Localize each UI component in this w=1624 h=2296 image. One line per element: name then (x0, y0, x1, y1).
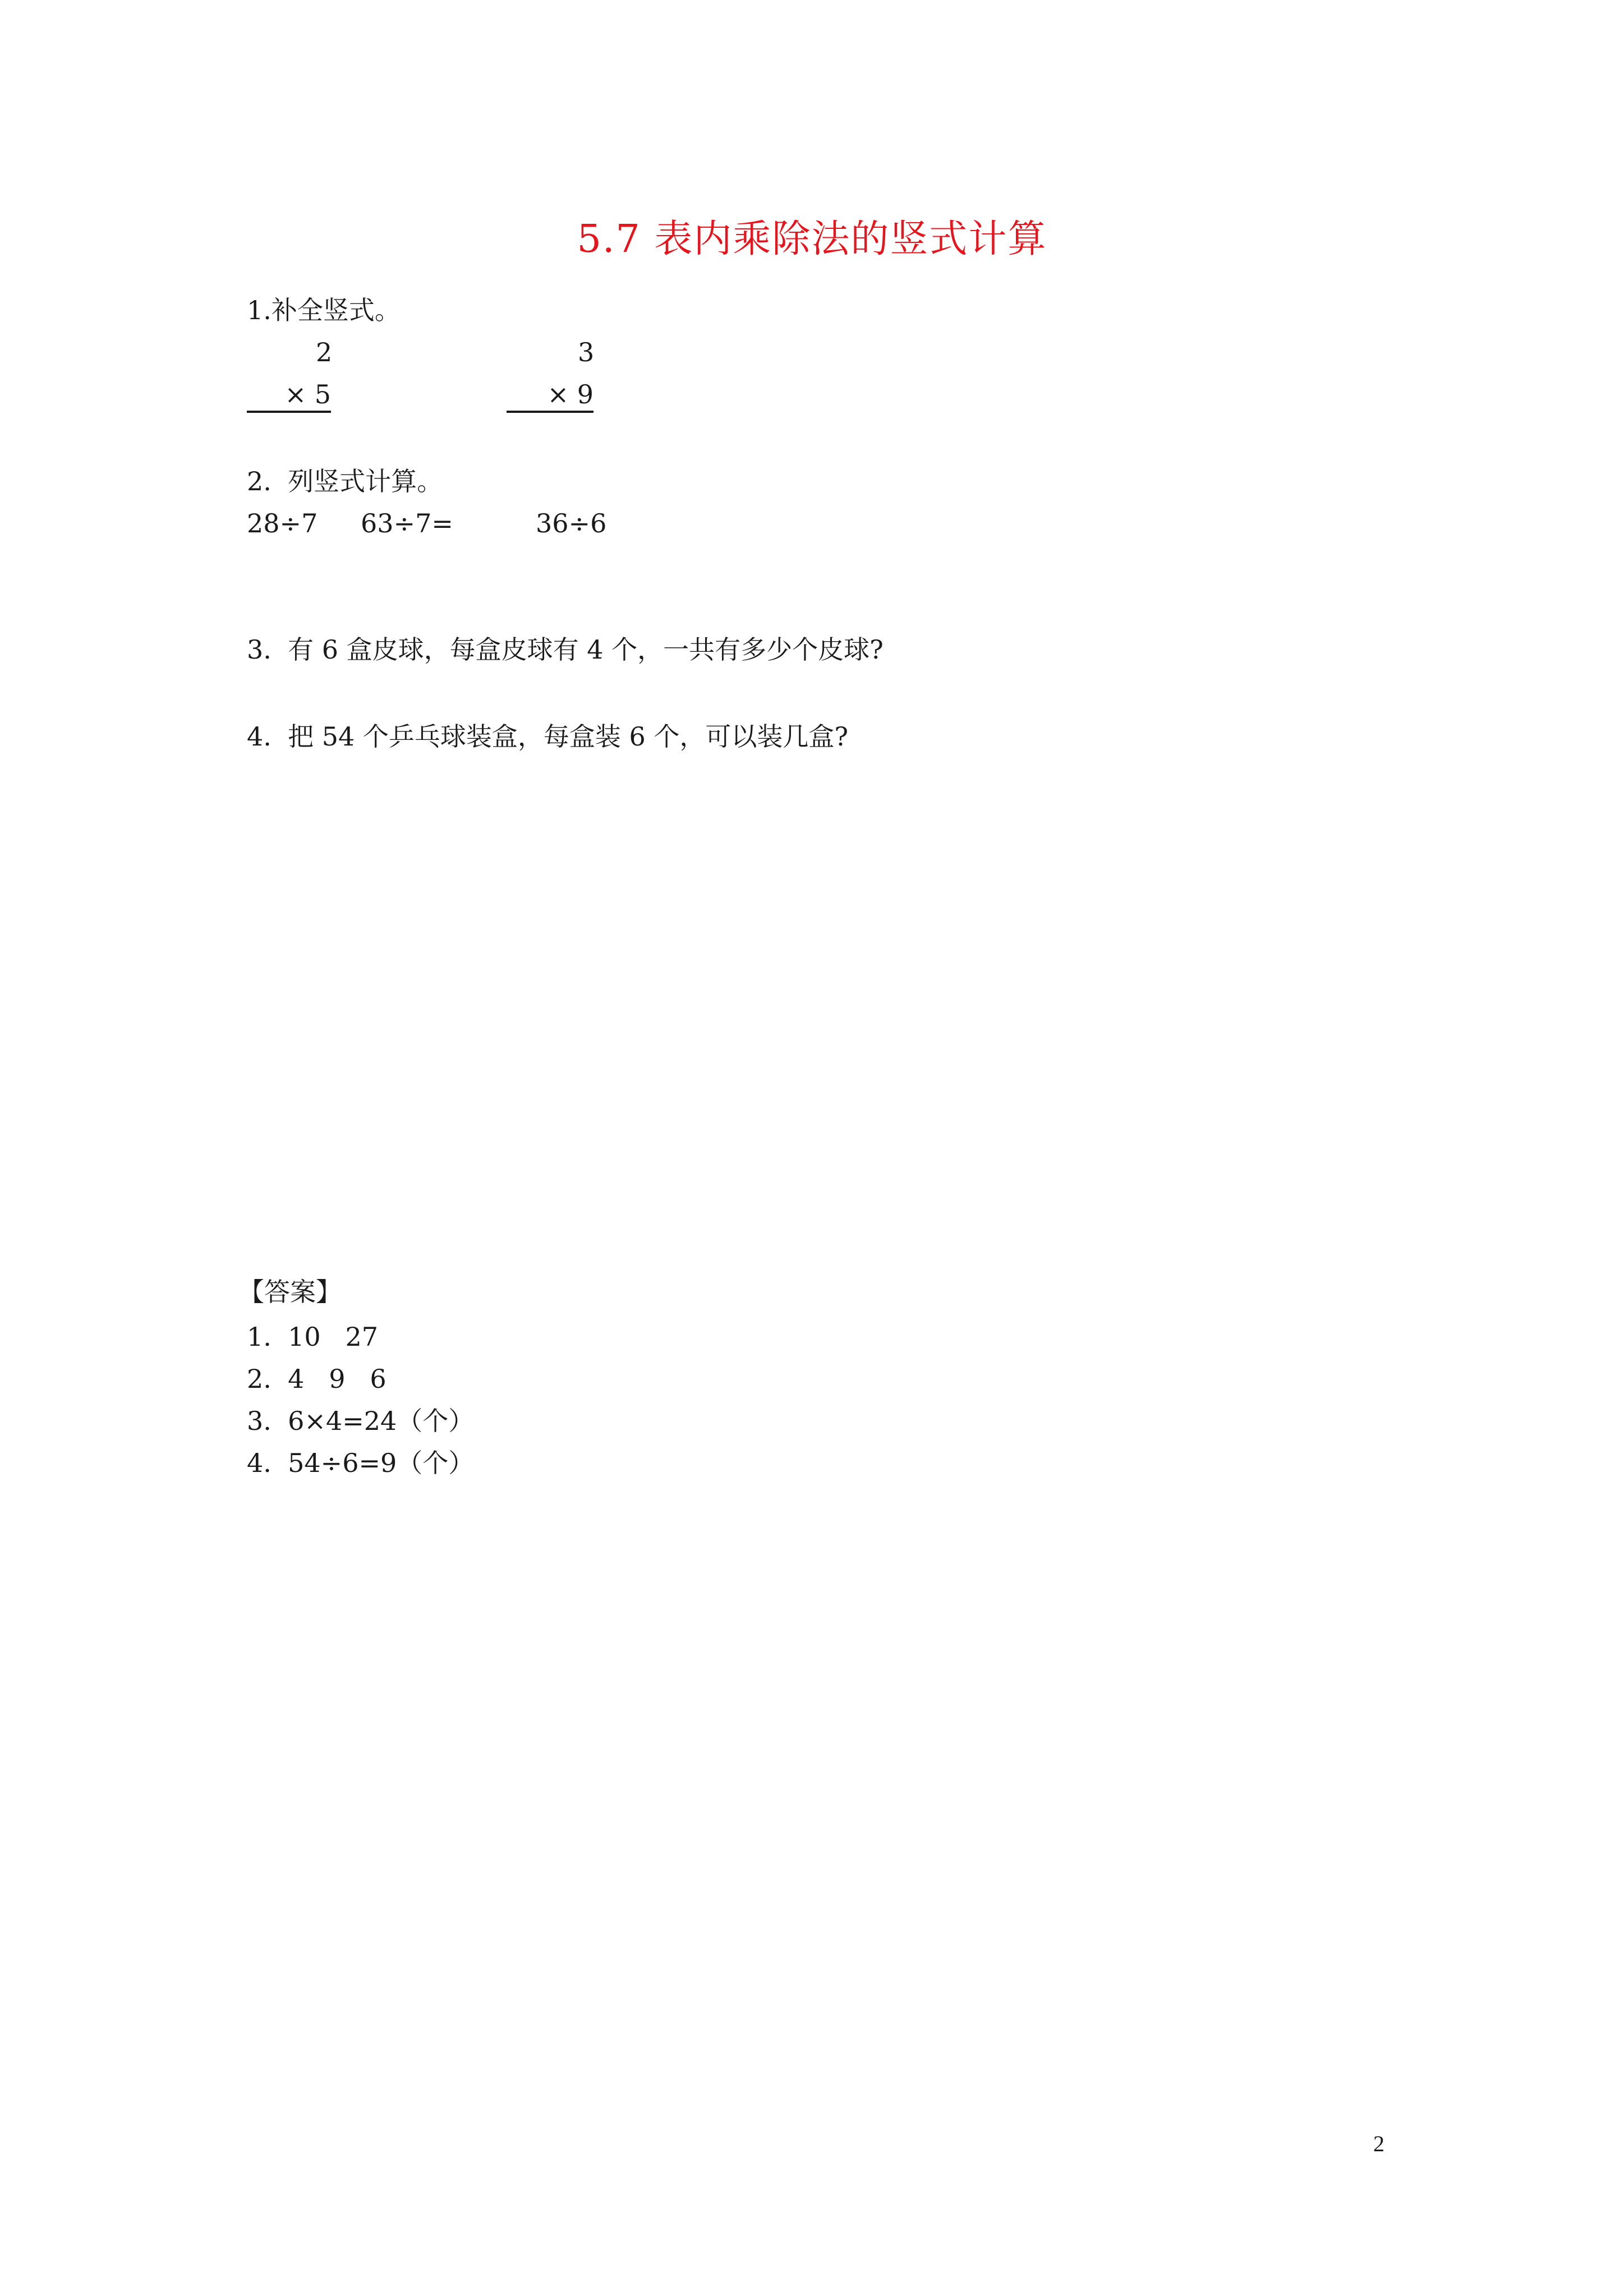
q1b-top-number: 3 (578, 337, 595, 367)
q1a-multiplier-row: × 5 (247, 381, 331, 413)
question-1-label: 1.补全竖式。 (247, 295, 401, 325)
q1a-top-number: 2 (316, 337, 333, 367)
page-title: 5.7 表内乘除法的竖式计算 (577, 217, 1047, 261)
question-2-label: 2. 列竖式计算。 (247, 466, 443, 496)
answers-heading: 【答案】 (238, 1277, 342, 1307)
answer-2: 2. 4 9 6 (247, 1364, 387, 1394)
q2-expression-c: 36÷6 (536, 508, 607, 539)
answer-3: 3. 6×4=24（个） (247, 1406, 475, 1436)
question-4-text: 4. 把 54 个乒乓球装盒，每盒装 6 个，可以装几盒? (247, 721, 849, 752)
q1b-multiplier-row: × 9 (507, 381, 594, 413)
answer-1: 1. 10 27 (247, 1322, 379, 1352)
page-number: 2 (1373, 2131, 1384, 2156)
q2-expression-b: 63÷7= (361, 508, 453, 539)
question-3-text: 3. 有 6 盒皮球，每盒皮球有 4 个，一共有多少个皮球? (247, 634, 884, 665)
answer-4: 4. 54÷6=9（个） (247, 1448, 475, 1478)
q2-expression-a: 28÷7 (247, 508, 318, 539)
